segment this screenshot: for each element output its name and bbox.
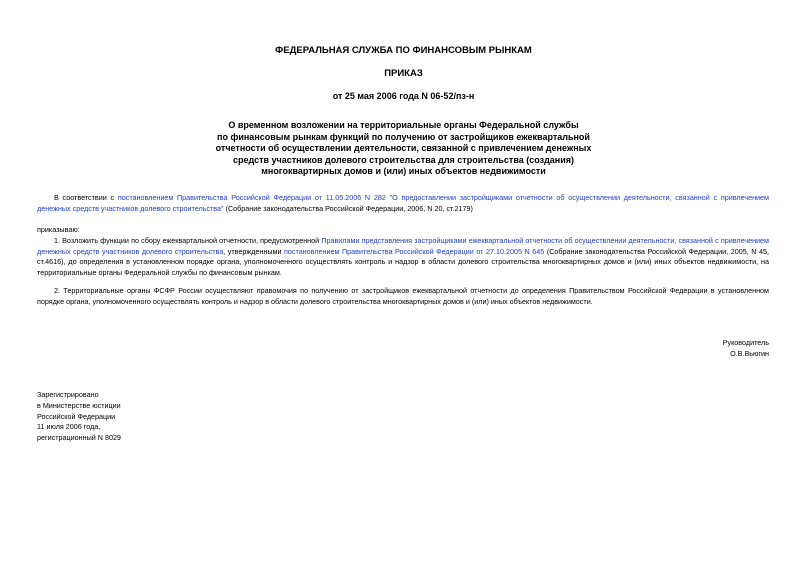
title-line: средств участников долевого строительства для строительства (создания) <box>232 154 575 165</box>
registration-line: Российской Федерации <box>37 411 116 421</box>
document-title <box>0 120 807 178</box>
link-rules[interactable]: Правилами представления застройщиками ежеквартальной отчетности об осуществлении деятельности, связанной с привлечением денежных средств участников долевого строительства <box>37 236 769 256</box>
text: (Собрание законодательства Российской Федерации, 2006, N 20, ст.2179) <box>223 203 473 213</box>
text: 1. Возложить функции по сбору ежеквартальной отчетности, предусмотренной <box>54 236 322 245</box>
paragraph-item-2: 2. Территориальные органы ФСФР России осуществляют правомочия по получению от застройщиков ежеквартальной отчетности до определения Правительством Российской Федерации в установленном порядке органа, уполномоченного осуществлять контроль и надзор в области долевого строительства многоквартирных домов и (или) иных объектов недвижимости. <box>37 286 769 306</box>
title-line: О временном возложении на территориальные органы Федеральной службы <box>228 120 579 130</box>
document-date: от 25 мая 2006 года N 06-52/пз-н <box>332 91 475 101</box>
registration-line: Зарегистрировано <box>37 390 99 399</box>
registration-line: 11 июля 2006 года, <box>37 422 101 432</box>
agency-heading: ФЕДЕРАЛЬНАЯ СЛУЖБА ПО ФИНАНСОВЫМ РЫНКАМ <box>275 45 532 56</box>
title-line: многоквартирных домов и (или) иных объектов недвижимости <box>261 166 546 177</box>
registration-line: регистрационный N 8029 <box>37 433 121 443</box>
text: , утвержденными <box>223 246 285 256</box>
title-line: отчетности об осуществлении деятельности, связанной с привлечением денежных <box>215 143 592 154</box>
registration-line: в Министерстве юстиции <box>37 400 121 410</box>
text: (Собрание законодательства Российской Федерации, 2005, N 45, ст.4616), до определения в установленном порядке органа, уполномоченного осуществлять контроль и надзор в области долевого строительства многоквартирных домов и (или) иных объектов недвижимости, на территориальные органы Федеральной службы по финансовым рынкам. <box>37 246 769 277</box>
document-type-heading: ПРИКАЗ <box>384 68 423 79</box>
signature-block <box>723 338 769 360</box>
title-line: по финансовым рынкам функций по получению от застройщиков ежеквартальной <box>217 131 590 142</box>
paragraph-preamble <box>37 193 769 214</box>
text: В соответствии с <box>54 193 118 202</box>
paragraph-item-1 <box>37 236 769 278</box>
signer-position: Руководитель <box>722 338 769 347</box>
registration-block <box>37 390 121 444</box>
paragraph-order-word: приказываю: <box>37 225 80 234</box>
signer-name: О.В.Вьюгин <box>730 348 769 358</box>
link-resolution-282[interactable]: постановлением Правительства Российской Федерации от 11.05.2006 N 282 "О предоставлении застройщиками отчетности об осуществлении деятельности, связанной с привлечением денежных средств участников долевого строительства" <box>37 193 769 213</box>
link-resolution-645[interactable]: постановлением Правительства Российской Федерации от 27.10.2005 N 645 <box>284 246 545 256</box>
